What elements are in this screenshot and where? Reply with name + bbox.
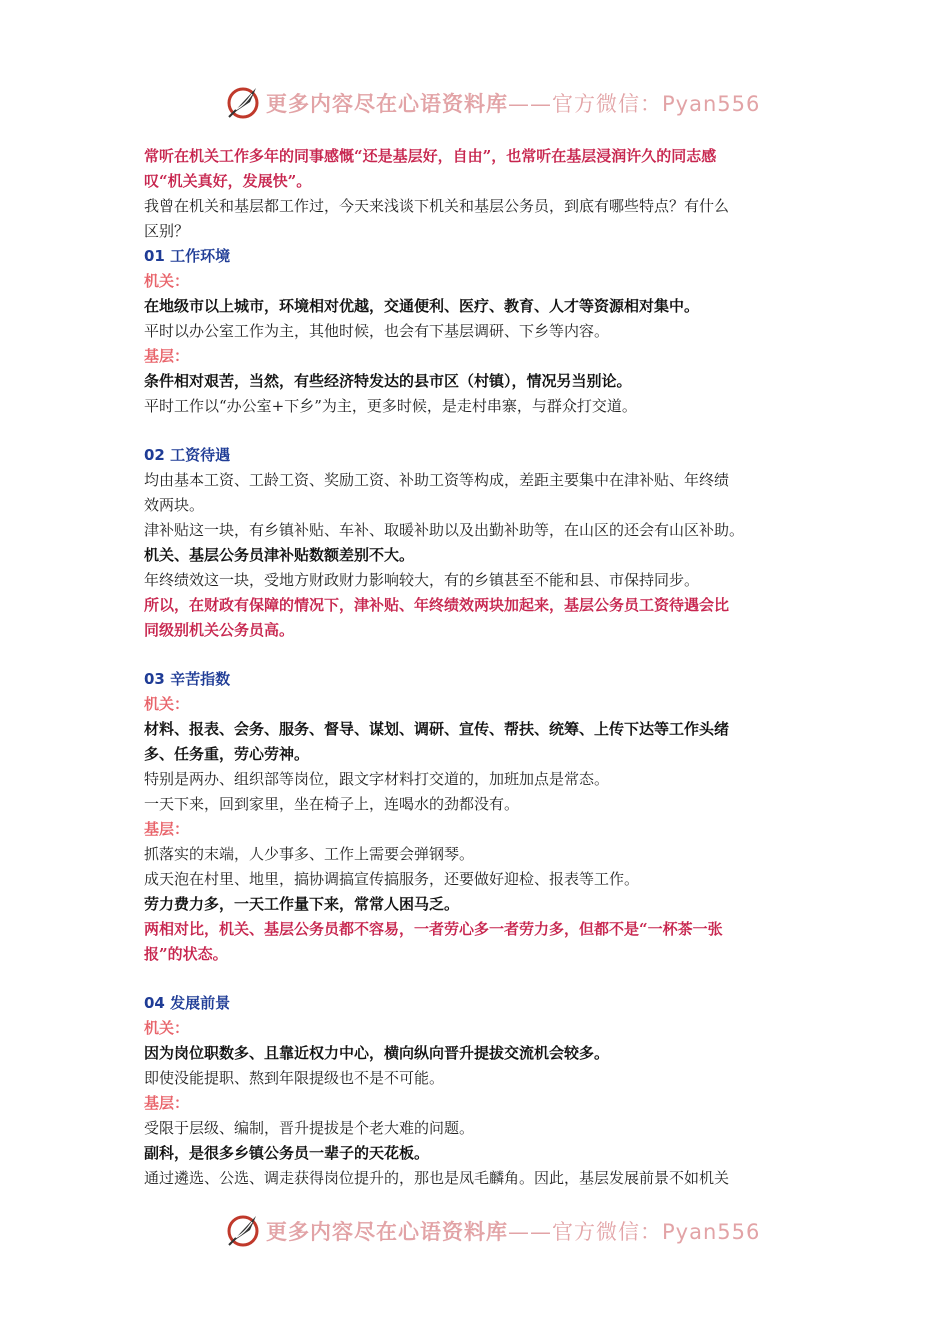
banner-text (266, 1216, 760, 1246)
footer-banner (0, 1212, 950, 1252)
quill-logo-icon (226, 84, 262, 120)
bold-text: 条件相对艰苦，当然，有些经济特发达的县市区（村镇），情况另当别论。 (144, 372, 632, 390)
body-text: 一天下来，回到家里，坐在椅子上，连喝水的劲都没有。 (144, 795, 520, 813)
body-text: 津补贴这一块，有乡镇补贴、车补、取暖补助以及出勤补助等，在山区的还会有山区补助。 (144, 521, 745, 539)
banner-wechat-label: 官方微信： (552, 92, 662, 116)
bold-text: 因为岗位职数多、且靠近权力中心，横向纵向晋升提拔交流机会较多。 (144, 1044, 610, 1062)
intro-line: 常听在机关工作多年的同事感慨“还是基层好，自由”，也常听在基层浸润许久的同志感 (144, 147, 717, 165)
body-text: 成天泡在村里、地里，搞协调搞宣传搞服务，还要做好迎检、报表等工作。 (144, 870, 640, 888)
jiguan-label: 机关： (144, 695, 190, 713)
jiceng-label: 基层： (144, 820, 190, 838)
bold-text: 机关、基层公务员津补贴数额差别不大。 (144, 546, 415, 564)
banner-site-text: 更多内容尽在心语资料库 (266, 1219, 508, 1244)
intro-line: 区别？ (144, 222, 190, 240)
section-heading: 03 辛苦指数 (144, 670, 231, 688)
jiceng-label: 基层： (144, 1094, 190, 1112)
banner-wechat-id: Pyan556 (662, 92, 761, 116)
conclusion-text: 报”的状态。 (144, 945, 228, 963)
quill-logo-icon (226, 1212, 262, 1248)
banner-dash: —— (508, 92, 552, 116)
bold-text: 材料、报表、会务、服务、督导、谋划、调研、宣传、帮扶、统筹、上传下达等工作头绪 (144, 720, 730, 738)
bold-text: 多、任务重，劳心劳神。 (144, 745, 310, 763)
banner-text (266, 88, 760, 118)
header-banner (0, 84, 950, 124)
bold-text: 劳力费力多，一天工作量下来，常常人困马乏。 (144, 895, 460, 913)
body-text: 平时以办公室工作为主，其他时候，也会有下基层调研、下乡等内容。 (144, 322, 610, 340)
bold-text: 副科，是很多乡镇公务员一辈子的天花板。 (144, 1144, 430, 1162)
jiceng-label: 基层： (144, 347, 190, 365)
body-text: 平时工作以“办公室+下乡”为主，更多时候，是走村串寨，与群众打交道。 (144, 397, 637, 415)
banner-dash: —— (508, 1220, 552, 1244)
body-text: 特别是两办、组织部等岗位，跟文字材料打交道的，加班加点是常态。 (144, 770, 610, 788)
body-text: 通过遴选、公选、调走获得岗位提升的，那也是凤毛麟角。因此，基层发展前景不如机关 (144, 1169, 730, 1187)
body-text: 年终绩效这一块，受地方财政财力影响较大，有的乡镇甚至不能和县、市保持同步。 (144, 571, 700, 589)
section-heading: 01 工作环境 (144, 247, 231, 265)
bold-text: 在地级市以上城市，环境相对优越，交通便利、医疗、教育、人才等资源相对集中。 (144, 297, 700, 315)
body-text: 受限于层级、编制，晋升提拔是个老大难的问题。 (144, 1119, 475, 1137)
conclusion-text: 所以，在财政有保障的情况下，津补贴、年终绩效两块加起来，基层公务员工资待遇会比 (144, 596, 730, 614)
section-heading: 04 发展前景 (144, 994, 231, 1012)
jiguan-label: 机关： (144, 1019, 190, 1037)
section-heading: 02 工资待遇 (144, 446, 231, 464)
intro-line: 叹“机关真好，发展快”。 (144, 172, 312, 190)
banner-site-text: 更多内容尽在心语资料库 (266, 91, 508, 116)
body-text: 抓落实的末端，人少事多、工作上需要会弹钢琴。 (144, 845, 475, 863)
body-text: 均由基本工资、工龄工资、奖励工资、补助工资等构成，差距主要集中在津补贴、年终绩 (144, 471, 730, 489)
intro-line: 我曾在机关和基层都工作过，今天来浅谈下机关和基层公务员，到底有哪些特点？有什么 (144, 197, 730, 215)
body-text: 即使没能提职、熬到年限提级也不是不可能。 (144, 1069, 445, 1087)
banner-wechat-label: 官方微信： (552, 1220, 662, 1244)
body-text: 效两块。 (144, 496, 205, 514)
banner-wechat-id: Pyan556 (662, 1220, 761, 1244)
conclusion-text: 同级别机关公务员高。 (144, 621, 295, 639)
conclusion-text: 两相对比，机关、基层公务员都不容易，一者劳心多一者劳力多，但都不是“一杯茶一张 (144, 920, 723, 938)
jiguan-label: 机关： (144, 272, 190, 290)
article-body (144, 144, 808, 1191)
